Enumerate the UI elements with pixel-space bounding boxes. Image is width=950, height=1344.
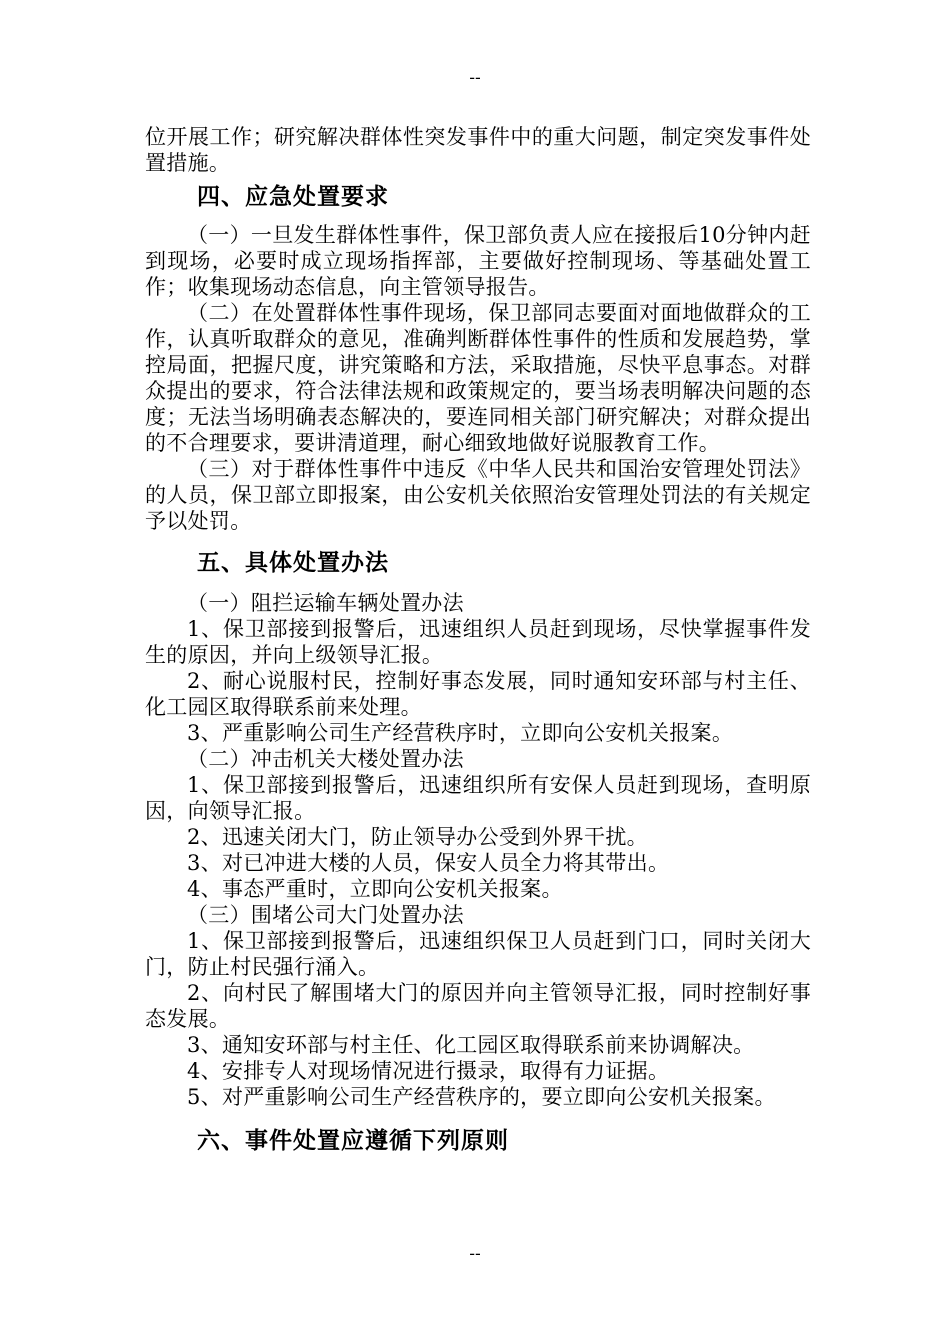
section-5-subheading-3: （三）围堵公司大门处置办法 bbox=[187, 903, 464, 927]
section-5-item: 4、事态严重时，立即向公安机关报案。 bbox=[187, 877, 563, 901]
page-footer-marker: -- bbox=[469, 1244, 481, 1263]
page-header-marker: -- bbox=[469, 68, 481, 87]
section-5-item: 3、对已冲进大楼的人员，保安人员全力将其带出。 bbox=[187, 851, 670, 875]
section-5-item: 2、向村民了解围堵大门的原因并向主管领导汇报，同时控制好事态发展。 bbox=[145, 981, 811, 1031]
section-4-heading: 四、应急处置要求 bbox=[197, 184, 389, 210]
section-5-item: 1、保卫部接到报警后，迅速组织人员赶到现场，尽快掌握事件发生的原因，并向上级领导汇报。 bbox=[145, 617, 811, 667]
section-5-item: 5、对严重影响公司生产经营秩序的，要立即向公安机关报案。 bbox=[187, 1085, 776, 1109]
section-5-subheading-2: （二）冲击机关大楼处置办法 bbox=[187, 747, 464, 771]
section-4-paragraph-1: （一）一旦发生群体性事件，保卫部负责人应在接报后10分钟内赶到现场，必要时成立现场指挥部，主要做好控制现场、等基础处置工作；收集现场动态信息，向主管领导报告。 bbox=[145, 223, 811, 299]
section-5-heading: 五、具体处置办法 bbox=[197, 550, 389, 576]
section-5-item: 1、保卫部接到报警后，迅速组织保卫人员赶到门口，同时关闭大门，防止村民强行涌入。 bbox=[145, 929, 811, 979]
section-5-item: 3、通知安环部与村主任、化工园区取得联系前来协调解决。 bbox=[187, 1033, 755, 1057]
section-5-item: 1、保卫部接到报警后，迅速组织所有安保人员赶到现场，查明原因，向领导汇报。 bbox=[145, 773, 811, 823]
section-5-item: 2、迅速关闭大门，防止领导办公受到外界干扰。 bbox=[187, 825, 648, 849]
section-6-heading: 六、事件处置应遵循下列原则 bbox=[197, 1128, 509, 1154]
section-5-item: 2、耐心说服村民，控制好事态发展，同时通知安环部与村主任、化工园区取得联系前来处理。 bbox=[145, 669, 811, 719]
section-5-item: 4、安排专人对现场情况进行摄录，取得有力证据。 bbox=[187, 1059, 670, 1083]
intro-continuation-paragraph: 位开展工作；研究解决群体性突发事件中的重大问题，制定突发事件处置措施。 bbox=[145, 125, 811, 175]
section-4-paragraph-2: （二）在处置群体性事件现场，保卫部同志要面对面地做群众的工作，认真听取群众的意见，准确判断群体性事件的性质和发展趋势，掌控局面，把握尺度，讲究策略和方法，采取措施，尽快平息事态。对群众提出的要求，符合法律法规和政策规定的，要当场表明解决问题的态度；无法当场明确表态解决的，要连同相关部门研究解决；对群众提出的不合理要求，要讲清道理，耐心细致地做好说服教育工作。 bbox=[145, 301, 811, 455]
section-4-paragraph-3: （三）对于群体性事件中违反《中华人民共和国治安管理处罚法》的人员，保卫部立即报案，由公安机关依照治安管理处罚法的有关规定予以处罚。 bbox=[145, 457, 811, 533]
section-5-subheading-1: （一）阻拦运输车辆处置办法 bbox=[187, 591, 464, 615]
document-body bbox=[145, 124, 811, 1156]
section-5-item: 3、严重影响公司生产经营秩序时，立即向公安机关报案。 bbox=[187, 721, 734, 745]
